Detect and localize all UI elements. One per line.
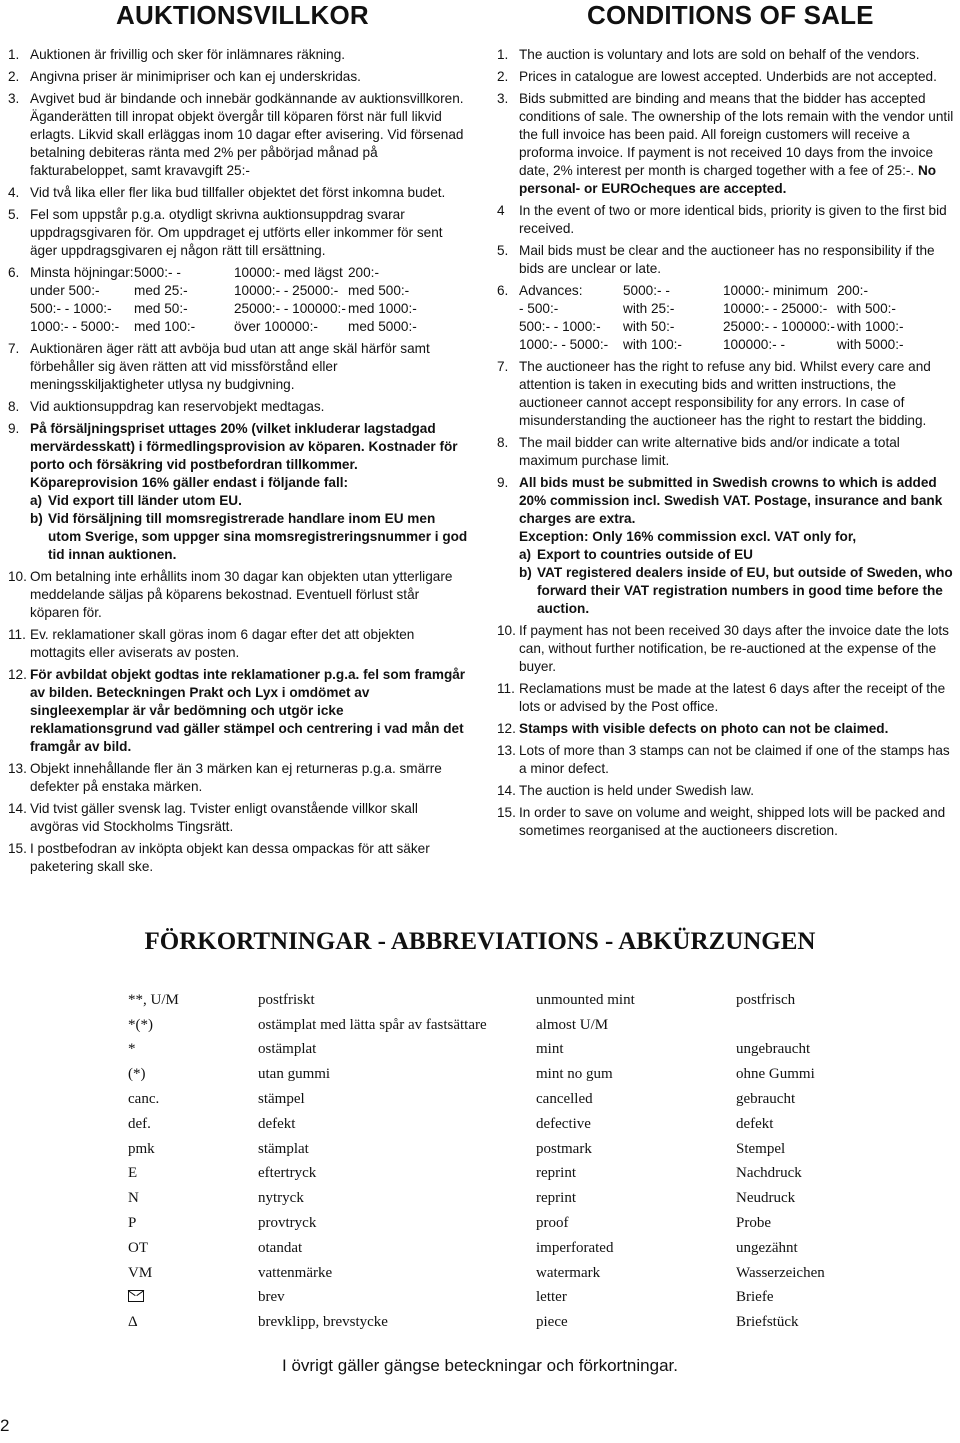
table-row <box>128 1013 936 1038</box>
table-row <box>128 1261 936 1286</box>
abbr-german: Briefe <box>736 1289 774 1306</box>
table-row <box>128 1186 936 1211</box>
table-row <box>128 1211 936 1236</box>
abbr-english: cancelled <box>536 1091 593 1108</box>
list-item: 13. Lots of more than 3 stamps can not be claimed if one of the stamps has a minor defect. <box>497 743 950 776</box>
abbr-swedish: brevklipp, brevstycke <box>258 1314 388 1331</box>
abbr-swedish: stämpel <box>258 1091 305 1108</box>
list-item: 12. För avbildat objekt godtas inte reklamationer p.g.a. fel som framgår av bilden. Beteckningen Prakt och Lyx i omdömet av singleexemplar är vår bedömning och utgör icke reklamationsgrund vad gäller stämpel och centrering i vad mån det framgår av bild. <box>8 667 466 754</box>
table-row <box>128 1310 936 1335</box>
list-item: 7. Auktionären äger rätt att avböja bud utan att ange skäl härför samt förbehåller sig även rätten att vid missförstånd eller meningsskiljaktigheter utlysa ny budgivning. <box>8 341 430 392</box>
abbr-english: proof <box>536 1215 569 1232</box>
abbr-swedish: defekt <box>258 1115 296 1132</box>
abbr-english: mint no gum <box>536 1066 613 1083</box>
abbr-german: ohne Gummi <box>736 1066 815 1083</box>
list-item: 12. Stamps with visible defects on photo can not be claimed. <box>497 721 889 736</box>
list-item: 10. Om betalning inte erhållits inom 30 dagar kan objekten utan ytterligare meddelande säljas på köparens bekostnad. Eventuell förlust står köparen för. <box>8 569 453 620</box>
abbr-english: reprint <box>536 1165 576 1182</box>
bid-increments-table: Minsta höjningar: 5000:- - 10000:- med lägst 200:- under 500:- med 25:- 10000:- - 25000:- med 500:- 500:- - 1000:- med 50:- 25000:- - 100000:- med 1000:- 1000:- - 5000:- med 100:- över 100000:- med 5000:- <box>30 265 417 334</box>
list-item: 4 In the event of two or more identical bids, priority is given to the first bid received. <box>497 203 947 236</box>
abbr-german: ungebraucht <box>736 1041 811 1058</box>
commission-item: 9. All bids must be submitted in Swedish crowns to which is added 20% commission incl. Swedish VAT. Postage, insurance and bank charges are extra. Exception: Only 16% commission excl. VAT only for, a) Export to countries outside of EU b) VAT registered dealers inside of EU, but outside of Sweden, who forward their VAT registration numbers in good time before the auction. <box>497 475 953 616</box>
list-item: 15. I postbefodran av inköpta objekt kan dessa ompackas för att säker paketering skall ske. <box>8 841 430 874</box>
abbr-swedish: ostämplat med lätta spår av fastsättare <box>258 1016 487 1033</box>
abbreviations-title: FÖRKORTNINGAR - ABBREVIATIONS - ABKÜRZUNGEN <box>144 928 816 955</box>
abbr-english: defective <box>536 1115 591 1132</box>
abbr-english: letter <box>536 1289 567 1306</box>
list-item: 2. Prices in catalogue are lowest accepted. Underbids are not accepted. <box>497 69 937 84</box>
abbr-swedish: provtryck <box>258 1215 317 1232</box>
abbr-swedish: vattenmärke <box>258 1264 333 1281</box>
abbr-english: piece <box>536 1314 568 1331</box>
table-row <box>128 1112 936 1137</box>
abbr-english: imperforated <box>536 1239 614 1256</box>
abbr-german: ungezähnt <box>736 1239 798 1256</box>
abbr-german: Briefstück <box>736 1314 799 1331</box>
list-item: 2. Angivna priser är minimipriser och kan ej underskridas. <box>8 69 361 84</box>
english-conditions-column <box>497 0 957 844</box>
abbr-symbol: VM <box>128 1264 153 1281</box>
abbr-german: Stempel <box>736 1140 786 1157</box>
footer-note: I övrigt gäller gängse beteckningar och förkortningar. <box>282 1356 678 1375</box>
list-item: 14. The auction is held under Swedish law. <box>497 783 755 798</box>
abbr-german: Probe <box>736 1215 771 1232</box>
abbr-german: gebraucht <box>736 1091 796 1108</box>
abbr-symbol: * <box>128 1041 136 1058</box>
abbr-english: unmounted mint <box>536 991 635 1008</box>
abbr-symbol <box>128 1286 258 1311</box>
abbr-swedish: otandat <box>258 1239 303 1256</box>
abbr-symbol: P <box>128 1215 137 1232</box>
abbr-symbol: N <box>128 1190 139 1207</box>
commission-item: 9. På försäljningspriset uttages 20% (vilket inkluderar lagstadgad mervärdesskatt) i förmedlingsprovision av köparen. Kostnader för porto och försäkring vid postbefordran tillkommer. Köpareprovision 16% gäller endast i följande fall: a) Vid export till länder utom EU. b) Vid försäljning till momsregistrerade handlare inom EU men utom Sverige, som uppger sina momsregistreringsnummer i god tid innan auktionen. <box>8 421 468 562</box>
table-row <box>128 988 936 1013</box>
table-row <box>128 1137 936 1162</box>
swedish-conditions-column <box>8 0 468 880</box>
abbr-german: defekt <box>736 1115 774 1132</box>
list-item: 15. In order to save on volume and weight, shipped lots will be packed and sometimes reorganised at the auctioneers discretion. <box>497 805 946 838</box>
abbr-swedish: utan gummi <box>258 1066 331 1083</box>
page-number: 2 <box>0 1416 10 1435</box>
abbr-symbol: def. <box>128 1115 151 1132</box>
advances-table: Advances: 5000:- - 10000:- minimum 200:- - 500:- with 25:- 10000:- - 25000:- with 500:- 500:- - 1000:- with 50:- 25000:- - 100000:- with 1000:- 1000:- - 5000:- with 100:- 100000:- - with 5000:- <box>519 283 904 352</box>
abbr-symbol: E <box>128 1165 138 1182</box>
abbr-symbol: pmk <box>128 1140 155 1157</box>
table-row <box>128 1236 936 1261</box>
envelope-icon <box>128 1290 144 1302</box>
list-item: 5. Mail bids must be clear and the auctioneer has no responsibility if the bids are unclear or late. <box>497 243 935 276</box>
table-row <box>128 1062 936 1087</box>
list-item: 8. Vid auktionsuppdrag kan reservobjekt medtagas. <box>8 399 325 414</box>
abbr-english: watermark <box>536 1264 601 1281</box>
abbr-swedish: stämplat <box>258 1140 309 1157</box>
swedish-title: AUKTIONSVILLKOR <box>116 0 369 30</box>
list-item: 7. The auctioneer has the right to refuse any bid. Whilst every care and attention is taken in executing bids and written instructions, the auctioneer cannot accept responsibility for any errors. In case of misunderstanding the auctioneer has the right to restart the bidding. <box>497 359 931 428</box>
list-item: 3. Bids submitted are binding and means that the bidder has accepted conditions of sale. The ownership of the lots remain with the vendor until the full invoice has been paid. All foreign customers will receive a proforma invoice. If payment is not received 10 days from the invoice date, 2% interest per month is charged together with a fee of 25:-. No personal- or EUROcheques are accepted. <box>497 91 954 196</box>
advances-item: 6. Advances: 5000:- - 10000:- minimum 200:- - 500:- with 25:- 10000:- - 25000:- with 500:- 500:- - 1000:- with 50:- 25000:- - 100000:- with 1000:- 1000:- - 5000:- with 100:- 100000:- - with 5000:- <box>497 282 957 354</box>
table-row <box>128 1162 936 1187</box>
abbr-german: Nachdruck <box>736 1165 802 1182</box>
bid-increments-item: 6. Minsta höjningar: 5000:- - 10000:- med lägst 200:- under 500:- med 25:- 10000:- - 25000:- med 500:- 500:- - 1000:- med 50:- 25000:- - 100000:- med 1000:- 1000:- - 5000:- med 100:- över 100000:- med 5000:- <box>8 264 468 336</box>
abbr-symbol: Δ <box>128 1314 138 1331</box>
list-item: 8. The mail bidder can write alternative bids and/or indicate a total maximum purchase limit. <box>497 435 900 468</box>
abbr-english: almost U/M <box>536 1016 609 1033</box>
list-item: 14. Vid tvist gäller svensk lag. Tvister enligt ovanstående villkor skall avgöras vid Stockholms Tingsrätt. <box>8 801 418 834</box>
table-row <box>128 1087 936 1112</box>
abbr-symbol: canc. <box>128 1091 160 1108</box>
abbr-english: mint <box>536 1041 564 1058</box>
list-item: 10. If payment has not been received 30 days after the invoice date the lots can, without further notification, be re-auctioned at the expense of the buyer. <box>497 623 949 674</box>
abbr-symbol: **, U/M <box>128 991 179 1008</box>
abbr-symbol: OT <box>128 1239 148 1256</box>
abbr-german <box>736 1013 936 1038</box>
abbr-swedish: eftertryck <box>258 1165 317 1182</box>
swedish-terms-list <box>8 46 468 876</box>
abbr-symbol: *(*) <box>128 1016 153 1033</box>
list-item: 11. Reclamations must be made at the latest 6 days after the receipt of the lots or advised by the Post office. <box>497 681 946 714</box>
list-item: 5. Fel som uppstår p.g.a. otydligt skrivna auktionsuppdrag svarar uppdragsgivaren för. Om uppdraget ej utförts eller inkommer för sent äger uppdragsgivaren ej någon rätt till ersättning. <box>8 207 443 258</box>
abbr-german: Wasserzeichen <box>736 1264 825 1281</box>
abbr-swedish: brev <box>258 1289 285 1306</box>
list-item: 13. Objekt innehållande fler än 3 märken kan ej returneras p.g.a. smärre defekter på enstaka märken. <box>8 761 442 794</box>
list-item: 1. The auction is voluntary and lots are sold on behalf of the vendors. <box>497 47 920 62</box>
list-item: 1. Auktionen är frivillig och sker för inlämnares räkning. <box>8 47 346 62</box>
abbr-english: postmark <box>536 1140 592 1157</box>
abbr-english: reprint <box>536 1190 576 1207</box>
abbr-swedish: nytryck <box>258 1190 304 1207</box>
list-item: 11. Ev. reklamationer skall göras inom 6 dagar efter det att objekten mottagits eller aviserats av posten. <box>8 627 415 660</box>
list-item: 4. Vid två lika eller fler lika bud tillfaller objektet det först inkomna budet. <box>8 185 446 200</box>
table-row <box>128 1038 936 1063</box>
abbr-german: Neudruck <box>736 1190 796 1207</box>
english-title: CONDITIONS OF SALE <box>587 0 874 30</box>
abbr-symbol: (*) <box>128 1066 146 1083</box>
list-item: 3. Avgivet bud är bindande och innebär godkännande av auktionsvillkoren. Äganderätten till inropat objekt övergår till köparen först när full likvid erlagts. Likvid skall erläggas inom 10 dagar efter avisering. Vid försenad betalning debiteras ränta med 2% per påbörjad månad på fakturabeloppet, samt kravavgift 25:- <box>8 91 464 178</box>
abbr-german: postfrisch <box>736 991 796 1008</box>
abbreviations-table <box>128 988 936 1335</box>
english-terms-list <box>497 46 957 840</box>
table-row <box>128 1286 936 1311</box>
abbr-swedish: postfriskt <box>258 991 315 1008</box>
abbr-swedish: ostämplat <box>258 1041 317 1058</box>
